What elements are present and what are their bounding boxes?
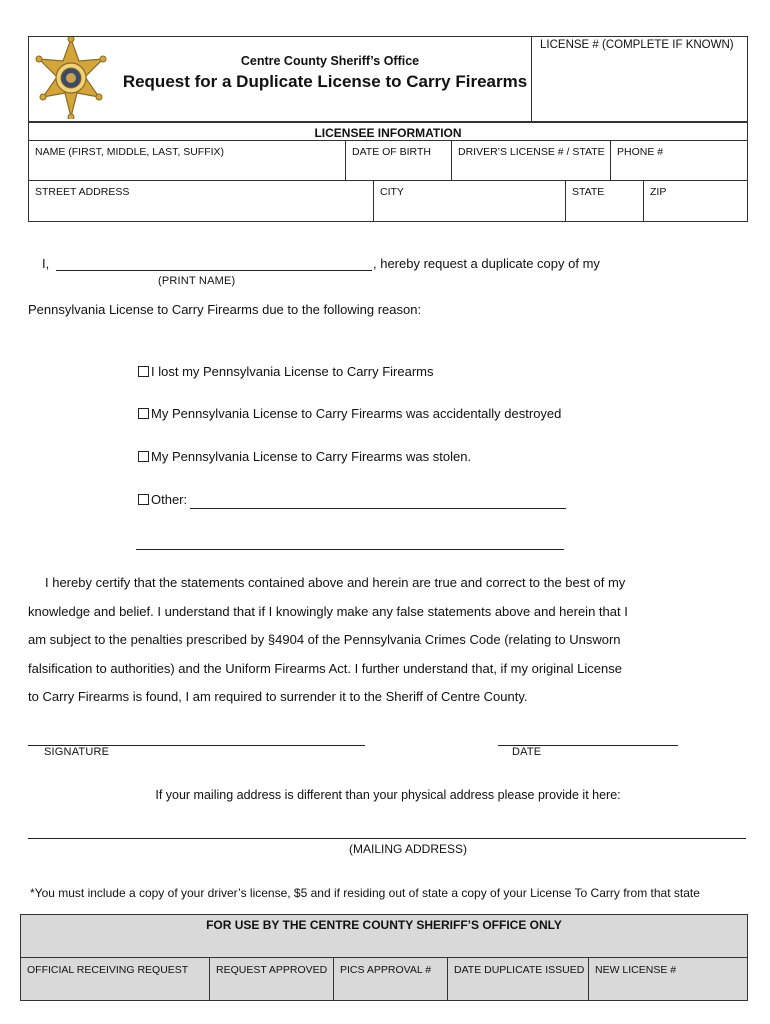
certify-line-1: I hereby certify that the statements contained above and herein are true and correct to the best of my [45,575,626,590]
zip-label: ZIP [650,186,667,198]
state-label: STATE [572,186,605,198]
other-checkbox[interactable] [138,494,149,505]
licensee-heading-row [28,122,748,141]
other-reason-input[interactable] [190,508,566,509]
name-field[interactable] [28,140,346,181]
request-approved-cell[interactable] [209,957,334,1001]
certify-line-5: to Carry Firearms is found, I am required to surrender it to the Sheriff of Centre County. [28,689,528,704]
request-suffix: , hereby request a duplicate copy of my [373,256,600,271]
city-field[interactable] [373,180,566,222]
city-label: CITY [380,186,404,198]
phone-label: PHONE # [617,146,664,158]
reason-lost[interactable] [138,364,433,379]
zip-field[interactable] [643,180,748,222]
print-name-input[interactable] [56,270,372,271]
requirements-note: *You must include a copy of your driver’s license, $5 and if residing out of state a copy of your License To Carry from that state [30,886,700,900]
reason-destroyed-label: My Pennsylvania License to Carry Firearms was accidentally destroyed [151,406,562,421]
pics-approval-label: PICS APPROVAL # [340,964,432,976]
date-duplicate-cell[interactable] [447,957,589,1001]
license-number-field[interactable] [531,36,748,122]
sheriff-badge-icon [33,37,109,119]
office-use-heading: FOR USE BY THE CENTRE COUNTY SHERIFF’S OFFICE ONLY [206,918,562,932]
pics-approval-cell[interactable] [333,957,448,1001]
licensee-heading: LICENSEE INFORMATION [314,126,462,140]
reason-lost-label: I lost my Pennsylvania License to Carry Firearms [151,364,434,379]
certify-line-3: am subject to the penalties prescribed by §4904 of the Pennsylvania Crimes Code (relating to Unsworn [28,632,621,647]
dob-field[interactable] [345,140,452,181]
official-receiving-cell[interactable] [20,957,210,1001]
other-reason-input-2[interactable] [136,549,564,550]
mailing-address-label: (MAILING ADDRESS) [348,842,468,856]
state-field[interactable] [565,180,644,222]
page-title: Request for a Duplicate License to Carry Firearms [122,72,528,91]
stolen-checkbox[interactable] [138,451,149,462]
request-approved-label: REQUEST APPROVED [216,964,328,976]
reason-stolen-label: My Pennsylvania License to Carry Firearms was stolen. [151,449,472,464]
new-license-label: NEW LICENSE # [595,964,677,976]
certify-line-2: knowledge and belief. I understand that if I knowingly make any false statements above and herein that I [28,603,628,619]
drivers-license-field[interactable] [451,140,611,181]
office-name: Centre County Sheriff’s Office [240,54,420,68]
date-duplicate-label: DATE DUPLICATE ISSUED [454,964,585,976]
reason-other-label: Other: [151,492,188,507]
request-line-2: Pennsylvania License to Carry Firearms due to the following reason: [28,302,422,317]
reason-destroyed[interactable] [138,406,561,421]
destroyed-checkbox[interactable] [138,408,149,419]
mailing-address-input[interactable] [28,838,746,839]
new-license-cell[interactable] [588,957,748,1001]
official-receiving-label: OFFICIAL RECEIVING REQUEST [27,964,189,976]
street-address-label: STREET ADDRESS [35,186,130,198]
name-label: NAME (FIRST, MIDDLE, LAST, SUFFIX) [35,146,225,158]
reason-stolen[interactable] [138,449,471,464]
mailing-prompt: If your mailing address is different than your physical address please provide it here: [155,788,621,802]
phone-field[interactable] [610,140,748,181]
license-number-label: LICENSE # (COMPLETE IF KNOWN) [540,39,734,51]
date-label: DATE [512,746,542,758]
request-prefix: I, [42,256,50,271]
certify-line-4: falsification to authorities) and the Uniform Firearms Act. I further understand that, if my original License [28,660,622,676]
drivers-license-label: DRIVER’S LICENSE # / STATE [458,146,605,158]
reason-other[interactable] [138,492,187,507]
lost-checkbox[interactable] [138,366,149,377]
dob-label: DATE OF BIRTH [352,146,431,158]
print-name-label: (PRINT NAME) [158,275,236,287]
signature-label: SIGNATURE [44,746,110,758]
certification-text [28,569,680,712]
street-address-field[interactable] [28,180,374,222]
